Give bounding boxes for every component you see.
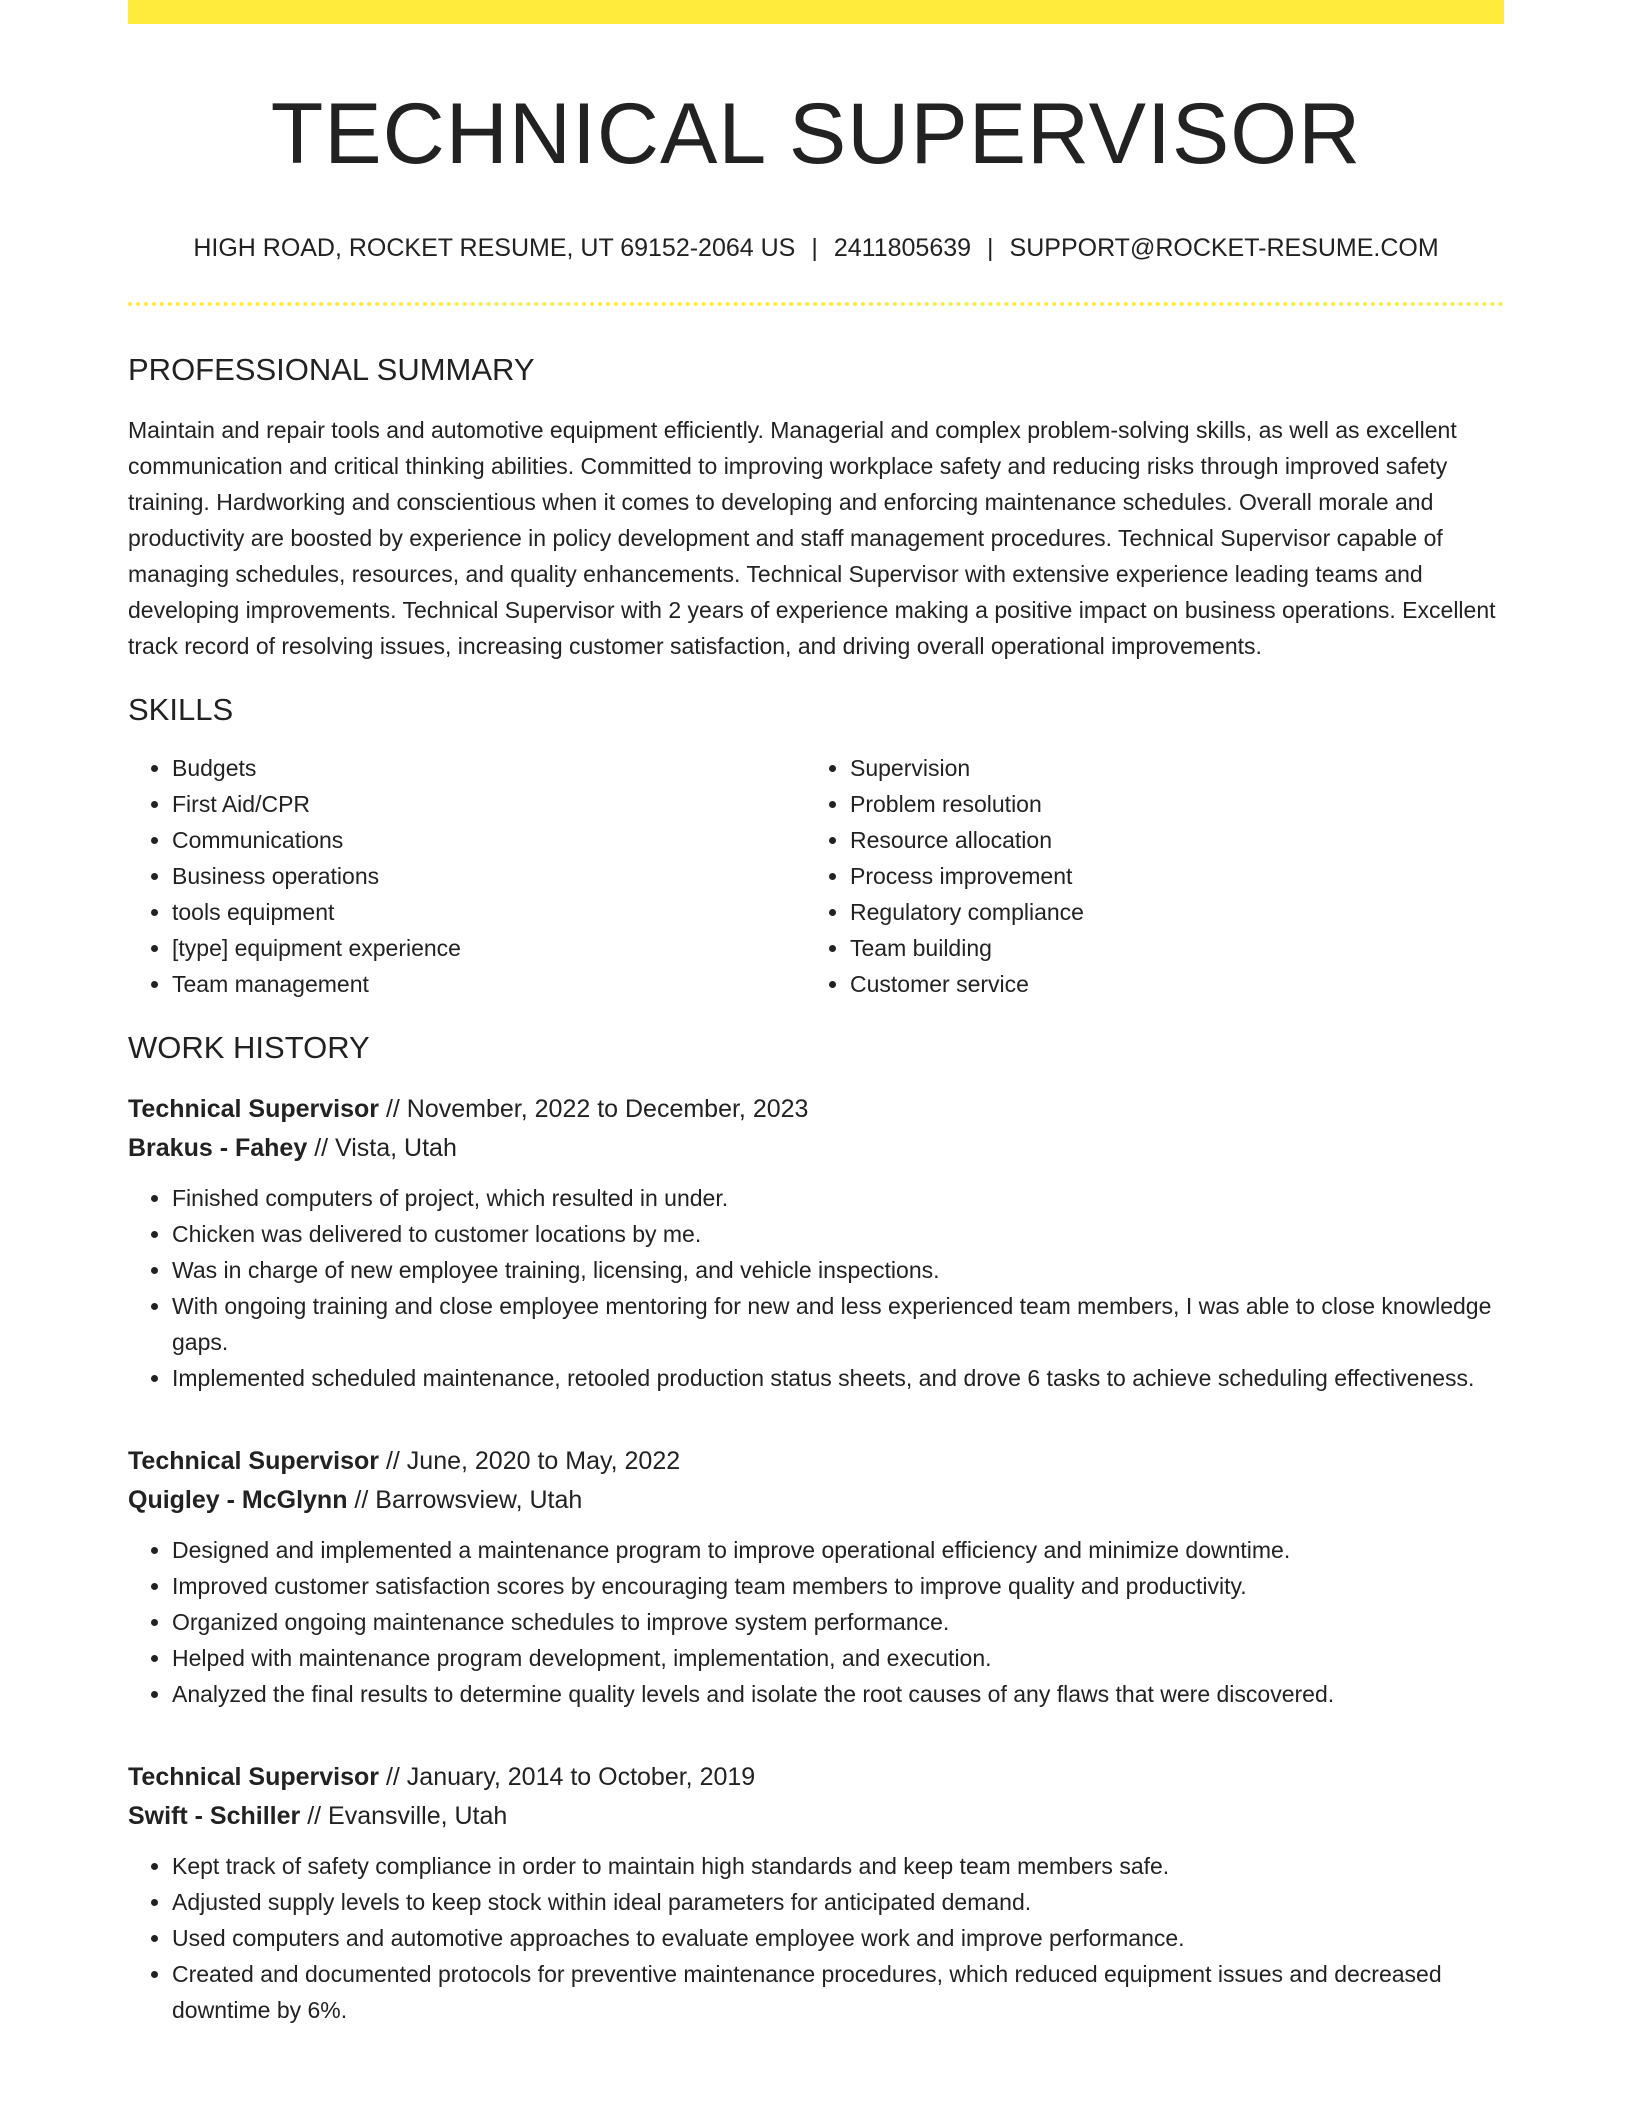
job-bullets bbox=[128, 1532, 1504, 1712]
skill-item: • Customer service bbox=[850, 966, 1484, 1002]
skill-item: • Business operations bbox=[172, 858, 806, 894]
job-role: Technical Supervisor bbox=[128, 1095, 380, 1123]
resume-title: TECHNICAL SUPERVISOR bbox=[270, 86, 1362, 182]
skill-item: • Problem resolution bbox=[850, 786, 1484, 822]
skill-item: • Team management bbox=[172, 966, 806, 1002]
job-role: Technical Supervisor bbox=[128, 1447, 380, 1475]
job-company-line bbox=[128, 1129, 1504, 1168]
skill-item: • Resource allocation bbox=[850, 822, 1484, 858]
job-role: Technical Supervisor bbox=[128, 1763, 380, 1791]
job-bullet: • Finished computers of project, which resulted in under. bbox=[172, 1180, 1504, 1216]
job-bullet: • Designed and implemented a maintenance program to improve operational efficiency and minimize downtime. bbox=[172, 1532, 1504, 1568]
job-bullet: • Created and documented protocols for preventive maintenance procedures, which reduced equipment issues and decreased downtime by 6%. bbox=[172, 1956, 1504, 2028]
section-title-skills: SKILLS bbox=[128, 692, 234, 727]
contact-line bbox=[128, 232, 1504, 264]
section-title-work-history: WORK HISTORY bbox=[128, 1030, 370, 1065]
job-dates: // November, 2022 to December, 2023 bbox=[379, 1095, 809, 1123]
resume-page bbox=[128, 0, 1504, 2028]
section-title-summary: PROFESSIONAL SUMMARY bbox=[128, 352, 535, 387]
job-location: // Evansville, Utah bbox=[300, 1802, 508, 1830]
job-bullet: • Used computers and automotive approaches to evaluate employee work and improve performance. bbox=[172, 1920, 1504, 1956]
skill-item: • tools equipment bbox=[172, 894, 806, 930]
job-company-line bbox=[128, 1797, 1504, 1836]
job-company: Brakus - Fahey bbox=[128, 1134, 308, 1162]
skill-item: • Process improvement bbox=[850, 858, 1484, 894]
job-bullet: • Implemented scheduled maintenance, retooled production status sheets, and drove 6 tasks to achieve scheduling effectiveness. bbox=[172, 1360, 1504, 1396]
job-bullet: • Kept track of safety compliance in order to maintain high standards and keep team members safe. bbox=[172, 1848, 1504, 1884]
contact-separator: | bbox=[811, 234, 818, 262]
job-entry bbox=[128, 1090, 1504, 1396]
job-company: Swift - Schiller bbox=[128, 1802, 301, 1830]
summary-text: Maintain and repair tools and automotive equipment efficiently. Managerial and complex problem-solving skills, as well as excellent communication and critical thinking abilities. Committed to improving workplace safety and reducing risks through improved safety training. Hardworking and conscientious when it comes to developing and enforcing maintenance schedules. Overall morale and productivity are boosted by experience in policy development and staff management procedures. Technical Supervisor capable of managing schedules, resources, and quality enhancements. Technical Supervisor with extensive experience leading teams and developing improvements. Technical Supervisor with 2 years of experience making a positive impact on business operations. Excellent track record of resolving issues, increasing customer satisfaction, and driving overall operational improvements. bbox=[128, 417, 1496, 659]
skill-item: • Regulatory compliance bbox=[850, 894, 1484, 930]
job-location: // Barrowsview, Utah bbox=[347, 1486, 583, 1514]
skills-column-left bbox=[128, 750, 806, 1002]
job-bullets bbox=[128, 1180, 1504, 1396]
job-bullet: • Improved customer satisfaction scores by encouraging team members to improve quality and productivity. bbox=[172, 1568, 1504, 1604]
job-bullet: • Was in charge of new employee training, licensing, and vehicle inspections. bbox=[172, 1252, 1504, 1288]
job-company-line bbox=[128, 1481, 1504, 1520]
dotted-divider bbox=[128, 302, 1504, 306]
job-role-line bbox=[128, 1758, 1504, 1797]
skill-item: • Budgets bbox=[172, 750, 806, 786]
skill-item: • Supervision bbox=[850, 750, 1484, 786]
job-bullet: • With ongoing training and close employee mentoring for new and less experienced team members, I was able to close knowledge gaps. bbox=[172, 1288, 1504, 1360]
skill-item: • [type] equipment experience bbox=[172, 930, 806, 966]
job-company: Quigley - McGlynn bbox=[128, 1486, 348, 1514]
skill-item: • Communications bbox=[172, 822, 806, 858]
skill-item: • Team building bbox=[850, 930, 1484, 966]
skill-item: • First Aid/CPR bbox=[172, 786, 806, 822]
job-location: // Vista, Utah bbox=[307, 1134, 457, 1162]
contact-phone: 2411805639 bbox=[833, 234, 972, 262]
job-dates: // January, 2014 to October, 2019 bbox=[379, 1763, 756, 1791]
job-bullet: • Helped with maintenance program development, implementation, and execution. bbox=[172, 1640, 1504, 1676]
job-bullet: • Analyzed the final results to determine quality levels and isolate the root causes of any flaws that were discovered. bbox=[172, 1676, 1504, 1712]
job-role-line bbox=[128, 1442, 1504, 1481]
skills-grid bbox=[128, 750, 1504, 1002]
job-dates: // June, 2020 to May, 2022 bbox=[379, 1447, 681, 1475]
job-entry bbox=[128, 1442, 1504, 1712]
skills-column-right bbox=[806, 750, 1484, 1002]
job-bullet: • Chicken was delivered to customer locations by me. bbox=[172, 1216, 1504, 1252]
contact-separator: | bbox=[987, 234, 994, 262]
job-bullets bbox=[128, 1848, 1504, 2028]
job-role-line bbox=[128, 1090, 1504, 1129]
contact-address: HIGH ROAD, ROCKET RESUME, UT 69152-2064 US bbox=[193, 234, 796, 262]
job-entry bbox=[128, 1758, 1504, 2028]
job-bullet: • Adjusted supply levels to keep stock within ideal parameters for anticipated demand. bbox=[172, 1884, 1504, 1920]
contact-email: SUPPORT@ROCKET-RESUME.COM bbox=[1009, 234, 1439, 262]
accent-bar bbox=[128, 0, 1504, 24]
job-bullet: • Organized ongoing maintenance schedules to improve system performance. bbox=[172, 1604, 1504, 1640]
